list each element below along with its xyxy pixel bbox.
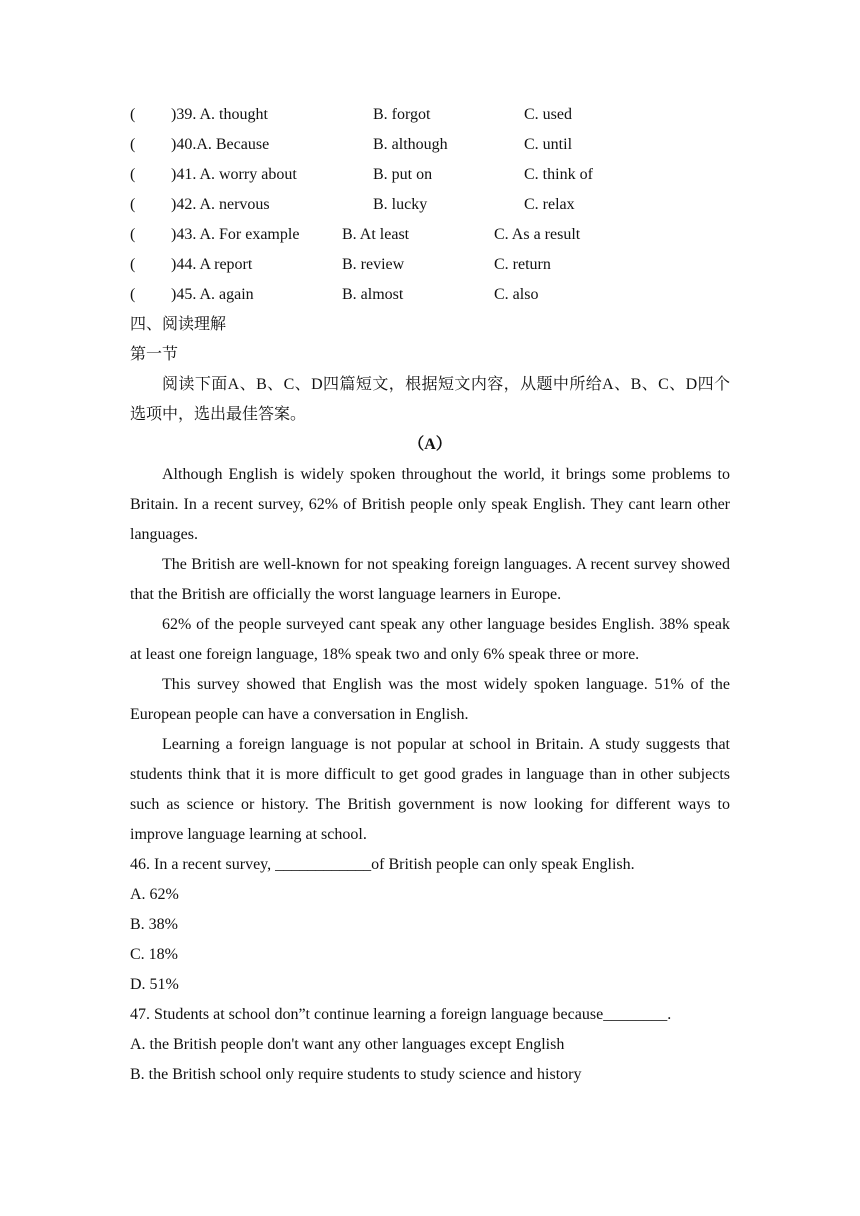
question-stem: 46. In a recent survey, ____________of British people can only speak English.	[130, 856, 635, 873]
question-stem: 47. Students at school don”t continue learning a foreign language because________.	[130, 1006, 672, 1023]
option-b: B. although	[373, 136, 448, 153]
option-row-44	[130, 250, 730, 280]
passage-label: （A）	[408, 436, 452, 453]
option-a: )44. A report	[171, 256, 253, 273]
option-c: C. also	[494, 286, 539, 303]
option-b: B. almost	[342, 286, 404, 303]
option-a: )43. A. For example	[171, 226, 300, 243]
option-c: C. think of	[524, 166, 593, 183]
paragraph: Although English is widely spoken throughout the world, it brings some problems to Britain. In a recent survey, 62% of British people only speak English. They cant learn other languages.	[130, 466, 730, 543]
option-a: )45. A. again	[171, 286, 254, 303]
option-row-41	[130, 160, 730, 190]
option-b: B. put on	[373, 166, 433, 183]
answer-paren: (	[130, 286, 136, 303]
option-b: B. At least	[342, 226, 410, 243]
answer-option: A. the British people don't want any other languages except English	[130, 1036, 565, 1053]
option-b: B. review	[342, 256, 405, 273]
option-c: C. relax	[524, 196, 575, 213]
answer-option: A. 62%	[130, 886, 179, 903]
answer-paren: (	[130, 136, 136, 153]
answer-paren: (	[130, 256, 136, 273]
page-content	[130, 100, 730, 1090]
option-a: )39. A. thought	[171, 106, 268, 123]
answer-paren: (	[130, 196, 136, 213]
option-b: B. lucky	[373, 196, 428, 213]
answer-paren: (	[130, 166, 136, 183]
option-a: )41. A. worry about	[171, 166, 297, 183]
answer-option: C. 18%	[130, 946, 178, 963]
options-table	[130, 100, 730, 310]
answer-paren: (	[130, 106, 136, 123]
option-row-42	[130, 190, 730, 220]
option-row-39	[130, 100, 730, 130]
option-row-43	[130, 220, 730, 250]
option-c: C. return	[494, 256, 551, 273]
answer-paren: (	[130, 226, 136, 243]
subsection-title: 第一节	[130, 346, 179, 363]
option-b: B. forgot	[373, 106, 431, 123]
option-c: C. As a result	[494, 226, 581, 243]
option-c: C. until	[524, 136, 573, 153]
paragraph: The British are well-known for not speaking foreign languages. A recent survey showed that the British are officially the worst language learners in Europe.	[130, 556, 730, 603]
answer-option: B. the British school only require students to study science and history	[130, 1066, 582, 1083]
option-a: )42. A. nervous	[171, 196, 270, 213]
instructions: 阅读下面A、B、C、D四篇短文，根据短文内容，从题中所给A、B、C、D四个选项中，选出最佳答案。	[130, 376, 730, 423]
option-row-45	[130, 280, 730, 310]
paragraph: Learning a foreign language is not popular at school in Britain. A study suggests that students think that it is more difficult to get good grades in language than in other subjects such as science or history. The British government is now looking for different ways to improve language learning at school.	[130, 736, 730, 843]
section-title: 四、阅读理解	[130, 316, 227, 333]
option-c: C. used	[524, 106, 572, 123]
option-row-40	[130, 130, 730, 160]
answer-option: D. 51%	[130, 976, 179, 993]
option-a: )40.A. Because	[171, 136, 270, 153]
answer-option: B. 38%	[130, 916, 178, 933]
passage-body	[130, 460, 730, 850]
question-47	[130, 1000, 730, 1090]
paragraph: This survey showed that English was the most widely spoken language. 51% of the European people can have a conversation in English.	[130, 676, 730, 723]
question-46	[130, 850, 730, 1000]
paragraph: 62% of the people surveyed cant speak any other language besides English. 38% speak at least one foreign language, 18% speak two and only 6% speak three or more.	[130, 616, 730, 663]
